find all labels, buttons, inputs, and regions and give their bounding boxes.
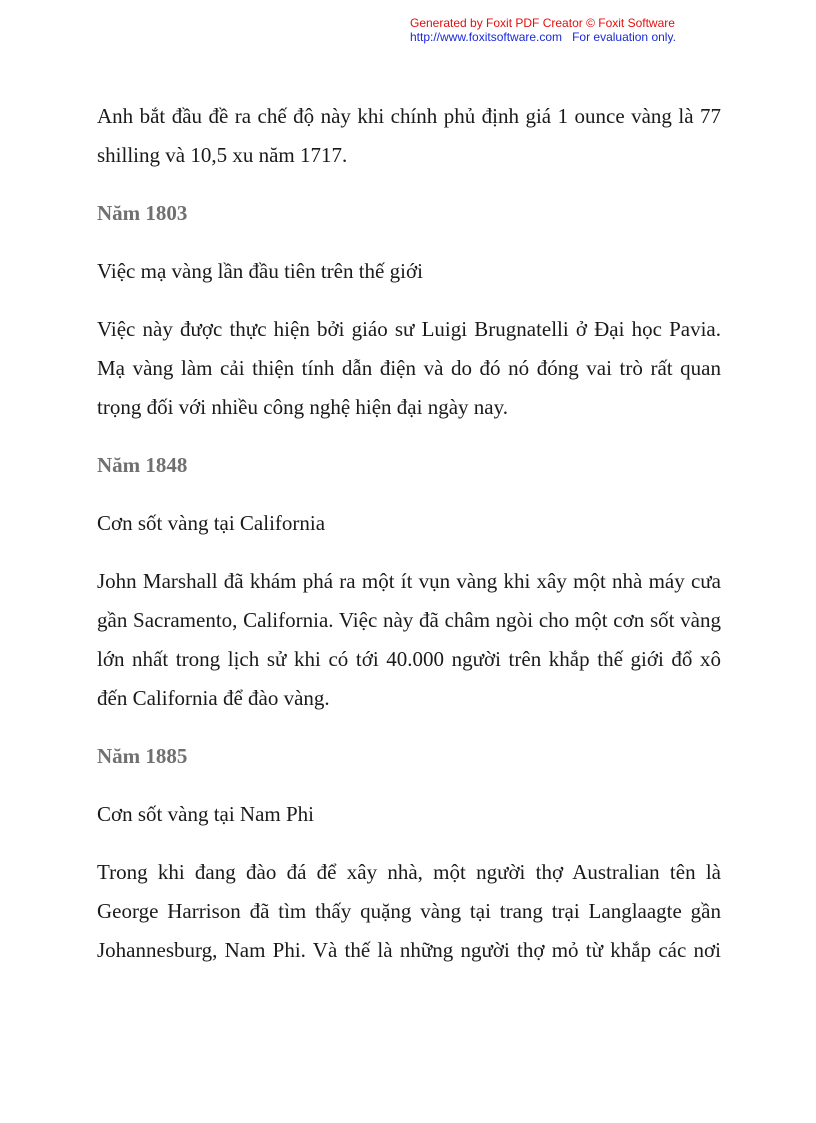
watermark-link-line	[410, 30, 710, 44]
section-title: Cơn sốt vàng tại California	[97, 511, 326, 535]
section-title: Việc mạ vàng lần đầu tiên trên thế giới	[97, 259, 423, 283]
watermark	[410, 16, 710, 44]
section-year: Năm 1848	[97, 453, 188, 477]
section-year: Năm 1885	[97, 744, 188, 768]
section-body: Trong khi đang đào đá để xây nhà, một người thợ Australian tên là George Harrison đã tìm thấy quặng vàng tại trang trại Langlaagte gần Johannesburg, Nam Phi. Và thế là những người thợ mỏ từ khắp các nơi	[97, 860, 721, 962]
watermark-title: Generated by Foxit PDF Creator © Foxit Software	[410, 16, 675, 30]
watermark-url: http://www.foxitsoftware.com	[410, 30, 563, 44]
intro-paragraph: Anh bắt đầu đề ra chế độ này khi chính phủ định giá 1 ounce vàng là 77 shilling và 10,5 xu năm 1717.	[97, 104, 721, 167]
section-title: Cơn sốt vàng tại Nam Phi	[97, 802, 315, 826]
section-year: Năm 1803	[97, 201, 188, 225]
document-page	[97, 97, 721, 989]
section-body: Việc này được thực hiện bởi giáo sư Luigi Brugnatelli ở Đại học Pavia. Mạ vàng làm cải thiện tính dẫn điện và do đó nó đóng vai trò rất quan trọng đối với nhiều công nghệ hiện đại ngày nay.	[97, 317, 721, 419]
watermark-note: For evaluation only.	[572, 30, 676, 44]
section-body: John Marshall đã khám phá ra một ít vụn vàng khi xây một nhà máy cưa gần Sacramento, California. Việc này đã châm ngòi cho một cơn sốt vàng lớn nhất trong lịch sử khi có tới 40.000 người trên khắp thế giới đổ xô đến California để đào vàng.	[97, 569, 721, 710]
